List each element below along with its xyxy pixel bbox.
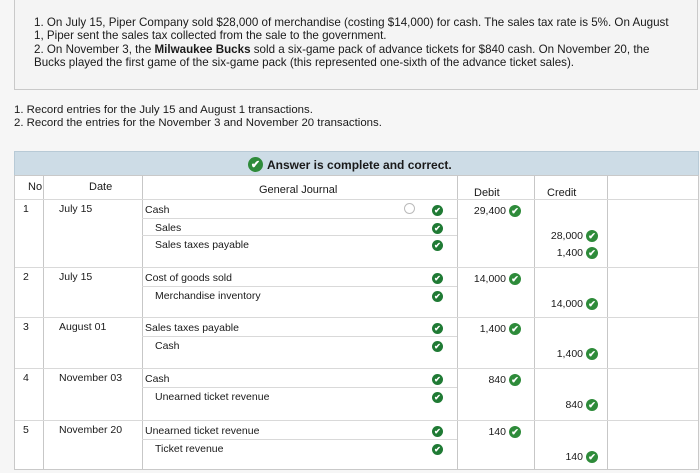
col-no-header: No	[28, 181, 43, 193]
entry-number: 5	[23, 424, 29, 436]
account-name[interactable]: Cash	[145, 204, 170, 216]
check-circle-icon: ✔	[432, 444, 443, 455]
check-circle-icon: ✔	[586, 298, 598, 310]
instruction-2: 2. Record the entries for the November 3 and November 20 transactions.	[14, 116, 382, 129]
row-divider	[15, 267, 698, 268]
row-divider	[15, 420, 698, 421]
answer-banner	[14, 151, 699, 178]
line-divider	[142, 387, 457, 388]
instructions	[14, 104, 382, 129]
check-circle-icon: ✔	[432, 273, 443, 284]
line-divider	[142, 336, 457, 337]
account-name[interactable]: Merchandise inventory	[155, 289, 261, 302]
line-divider	[142, 218, 457, 219]
account-name[interactable]: Sales taxes payable	[145, 322, 239, 334]
credit-amount[interactable]: 14,000 ✔	[541, 298, 598, 310]
credit-amount[interactable]: 28,000 ✔	[541, 230, 598, 242]
problem-line: 1. On July 15, Piper Company sold $28,000 of merchandise (costing $14,000) for cash. The sales tax rate is 5%. On August	[34, 16, 669, 29]
check-circle-icon: ✔	[509, 426, 521, 438]
entry-date[interactable]: August 01	[59, 321, 107, 333]
row-divider	[15, 368, 698, 369]
entry-number: 1	[23, 203, 29, 215]
problem-line: 2. On November 3, the Milwaukee Bucks sold a six-game pack of advance tickets for $840 cash. On November 20, the	[34, 42, 650, 56]
bucks-bold: Milwaukee Bucks	[154, 42, 251, 56]
entry-date[interactable]: November 20	[59, 424, 123, 436]
radio-indicator[interactable]	[404, 203, 415, 214]
debit-amount[interactable]: 140 ✔	[469, 426, 521, 438]
entry-date[interactable]: July 15	[59, 271, 93, 283]
check-circle-icon: ✔	[432, 240, 443, 251]
check-circle-icon: ✔	[586, 247, 598, 259]
debit-amount[interactable]: 840 ✔	[469, 374, 521, 386]
debit-amount[interactable]: 29,400 ✔	[469, 205, 521, 217]
general-journal-table	[14, 175, 699, 470]
credit-amount[interactable]: 1,400 ✔	[541, 247, 598, 259]
col-credit-header: Credit	[547, 187, 577, 199]
line-divider	[142, 439, 457, 440]
account-name[interactable]: Unearned ticket revenue	[155, 390, 270, 403]
col-account-header: General Journal	[259, 184, 338, 196]
check-circle-icon: ✔	[432, 205, 443, 216]
row-divider	[15, 317, 698, 318]
check-circle-icon: ✔	[586, 399, 598, 411]
line-divider	[142, 286, 457, 287]
row-divider	[15, 199, 698, 200]
col-date-header: Date	[89, 181, 113, 193]
account-name[interactable]: Unearned ticket revenue	[145, 425, 260, 437]
col-debit-header: Debit	[474, 187, 500, 199]
problem-line: 1, Piper sent the sales tax collected from the sale to the government.	[34, 29, 387, 43]
credit-amount[interactable]: 1,400 ✔	[541, 348, 598, 360]
debit-amount[interactable]: 14,000 ✔	[469, 273, 521, 285]
check-circle-icon: ✔	[432, 291, 443, 302]
credit-amount[interactable]: 840 ✔	[541, 399, 598, 411]
check-circle-icon: ✔	[432, 323, 443, 334]
entry-number: 2	[23, 271, 29, 283]
check-circle-icon: ✔	[432, 223, 443, 234]
entry-date[interactable]: November 03	[59, 372, 123, 384]
banner-text: Answer is complete and correct.	[267, 157, 452, 172]
check-circle-icon: ✔	[432, 374, 443, 385]
problem-line: Bucks played the first game of the six-game pack (this represented one-sixth of the advance ticket sales).	[34, 55, 575, 69]
instruction-1: 1. Record entries for the July 15 and August 1 transactions.	[14, 104, 313, 116]
check-circle-icon: ✔	[586, 451, 598, 463]
debit-amount[interactable]: 1,400 ✔	[469, 323, 521, 335]
problem-statement	[34, 16, 689, 69]
check-circle-icon: ✔	[509, 205, 521, 217]
check-circle-icon: ✔	[248, 157, 263, 172]
account-name[interactable]: Sales	[155, 221, 182, 234]
account-name[interactable]: Sales taxes payable	[155, 239, 249, 251]
line-divider	[142, 235, 457, 236]
check-circle-icon: ✔	[509, 323, 521, 335]
check-circle-icon: ✔	[586, 230, 598, 242]
check-circle-icon: ✔	[432, 392, 443, 403]
check-circle-icon: ✔	[509, 374, 521, 386]
account-name[interactable]: Cash	[145, 373, 170, 385]
check-circle-icon: ✔	[586, 348, 598, 360]
account-name[interactable]: Cash	[155, 339, 180, 352]
credit-amount[interactable]: 140 ✔	[541, 451, 598, 463]
entry-date[interactable]: July 15	[59, 203, 93, 215]
check-circle-icon: ✔	[432, 341, 443, 352]
entry-number: 3	[23, 321, 29, 333]
check-circle-icon: ✔	[509, 273, 521, 285]
entry-number: 4	[23, 372, 29, 384]
check-circle-icon: ✔	[432, 426, 443, 437]
account-name[interactable]: Cost of goods sold	[145, 272, 232, 284]
account-name[interactable]: Ticket revenue	[155, 442, 224, 455]
